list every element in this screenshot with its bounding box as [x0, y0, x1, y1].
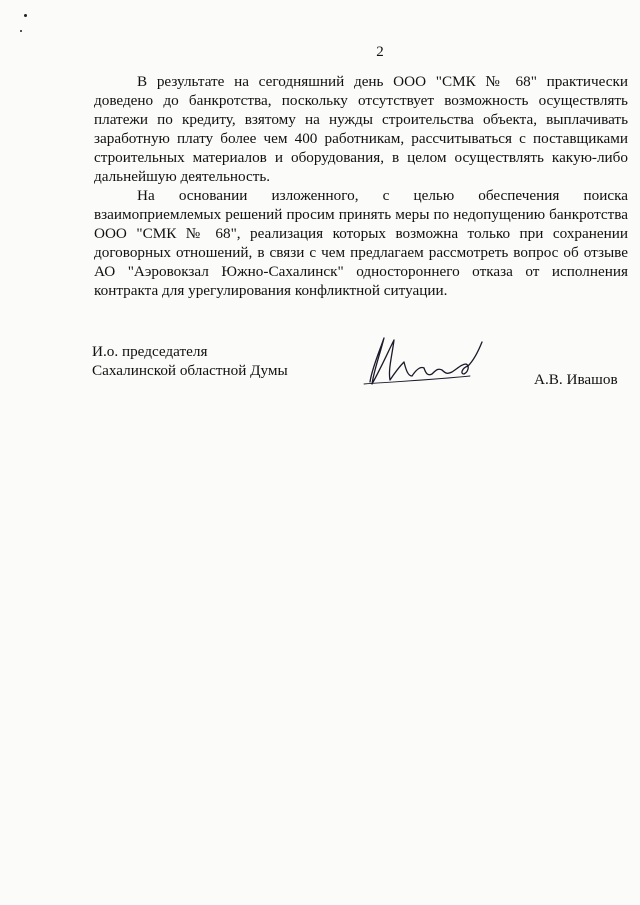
signatory-position-line1: И.о. председателя: [92, 343, 208, 360]
handwritten-signature: [350, 330, 510, 390]
scan-speck: [20, 30, 22, 32]
signatory-position-line2: Сахалинской областной Думы: [92, 362, 288, 379]
page-number: 2: [376, 44, 384, 60]
scan-speck: [24, 14, 27, 17]
paragraph-2: На основании изложенного, с целью обеспечения поиска взаимоприемлемых решений просим принять меры по недопущению банкротства ООО "СМК № 68", реализация которых возможна только при сохранении договорных отношений, в связи с чем предлагаем рассмотреть вопрос об отзыве АО "Аэровокзал Южно-Сахалинск" одностороннего отказа от исполнения контракта для урегулирования конфликтной ситуации.: [94, 187, 628, 299]
signatory-position: [92, 342, 288, 380]
signatory-name: А.В. Ивашов: [534, 371, 618, 388]
letter-body: [94, 72, 628, 300]
paragraph-1: В результате на сегодняшний день ООО "СМК № 68" практически доведено до банкротства, поскольку отсутствует возможность осуществлять платежи по кредиту, взятому на нужды строительства объекта, выплачивать заработную плату более чем 400 работникам, рассчитываться с поставщиками строительных материалов и оборудования, в целом осуществлять какую-либо дальнейшую деятельность.: [94, 73, 628, 185]
